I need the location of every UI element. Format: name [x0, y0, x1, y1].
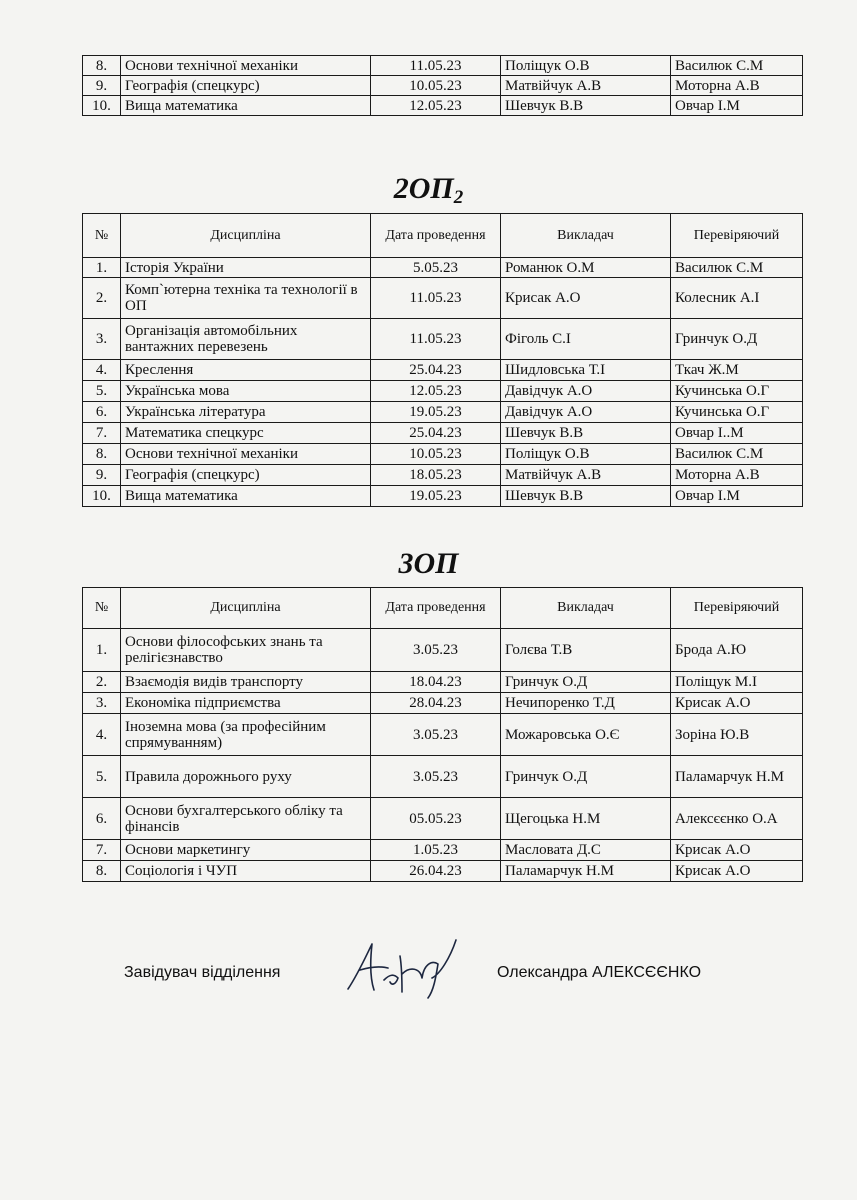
- discipline-cell: Вища математика: [121, 96, 371, 116]
- discipline-cell: Основи технічної механіки: [121, 444, 371, 465]
- discipline-cell: Іноземна мова (за професійним спрямуванням): [121, 714, 371, 756]
- handwritten-signature: [340, 934, 470, 1004]
- table-row: [83, 319, 803, 360]
- table-row: [83, 402, 803, 423]
- checker-cell: Поліщук М.І: [671, 672, 803, 693]
- date-cell: 3.05.23: [371, 756, 501, 798]
- row-number: 7.: [83, 840, 121, 861]
- date-cell: 12.05.23: [371, 96, 501, 116]
- row-number: 7.: [83, 423, 121, 444]
- table-row: [83, 840, 803, 861]
- section-title-subscript: 2: [453, 187, 464, 208]
- signature-block: [0, 958, 857, 998]
- header-num: №: [83, 214, 121, 258]
- checker-cell: Гринчук О.Д: [671, 319, 803, 360]
- discipline-cell: Географія (спецкурс): [121, 465, 371, 486]
- teacher-cell: Давідчук А.О: [501, 402, 671, 423]
- date-cell: 3.05.23: [371, 714, 501, 756]
- header-date: Дата проведення: [371, 214, 501, 258]
- date-cell: 11.05.23: [371, 278, 501, 319]
- date-cell: 11.05.23: [371, 56, 501, 76]
- table-row: [83, 486, 803, 507]
- row-number: 6.: [83, 798, 121, 840]
- date-cell: 28.04.23: [371, 693, 501, 714]
- date-cell: 19.05.23: [371, 402, 501, 423]
- table-row: [83, 714, 803, 756]
- checker-cell: Кучинська О.Г: [671, 402, 803, 423]
- teacher-cell: Гринчук О.Д: [501, 756, 671, 798]
- table-row: [83, 444, 803, 465]
- checker-cell: Овчар І.М: [671, 96, 803, 116]
- teacher-cell: Гринчук О.Д: [501, 672, 671, 693]
- checker-cell: Моторна А.В: [671, 76, 803, 96]
- date-cell: 10.05.23: [371, 76, 501, 96]
- signatory-position: Завідувач відділення: [124, 964, 281, 981]
- teacher-cell: Шевчук В.В: [501, 423, 671, 444]
- teacher-cell: Матвійчук А.В: [501, 465, 671, 486]
- table-header-row: [83, 588, 803, 629]
- teacher-cell: Крисак А.О: [501, 278, 671, 319]
- discipline-cell: Основи філософських знань та релігієзнавство: [121, 629, 371, 672]
- row-number: 3.: [83, 319, 121, 360]
- row-number: 3.: [83, 693, 121, 714]
- row-number: 1.: [83, 258, 121, 278]
- discipline-cell: Креслення: [121, 360, 371, 381]
- row-number: 5.: [83, 381, 121, 402]
- row-number: 2.: [83, 278, 121, 319]
- checker-cell: Кучинська О.Г: [671, 381, 803, 402]
- checker-cell: Крисак А.О: [671, 840, 803, 861]
- date-cell: 26.04.23: [371, 861, 501, 882]
- teacher-cell: Щегоцька Н.М: [501, 798, 671, 840]
- table-row: [83, 56, 803, 76]
- teacher-cell: Романюк О.М: [501, 258, 671, 278]
- teacher-cell: Масловата Д.С: [501, 840, 671, 861]
- checker-cell: Василюк С.М: [671, 56, 803, 76]
- section-title-3op: [0, 547, 857, 581]
- teacher-cell: Нечипоренко Т.Д: [501, 693, 671, 714]
- row-number: 4.: [83, 360, 121, 381]
- date-cell: 18.05.23: [371, 465, 501, 486]
- discipline-cell: Організація автомобільних вантажних перевезень: [121, 319, 371, 360]
- table-row: [83, 798, 803, 840]
- row-number: 6.: [83, 402, 121, 423]
- discipline-cell: Географія (спецкурс): [121, 76, 371, 96]
- date-cell: 25.04.23: [371, 423, 501, 444]
- teacher-cell: Поліщук О.В: [501, 56, 671, 76]
- table-row: [83, 96, 803, 116]
- date-cell: 5.05.23: [371, 258, 501, 278]
- teacher-cell: Шевчук В.В: [501, 486, 671, 507]
- row-number: 8.: [83, 444, 121, 465]
- teacher-cell: Давідчук А.О: [501, 381, 671, 402]
- checker-cell: Ткач Ж.М: [671, 360, 803, 381]
- row-number: 10.: [83, 486, 121, 507]
- checker-cell: Крисак А.О: [671, 693, 803, 714]
- row-number: 8.: [83, 861, 121, 882]
- row-number: 2.: [83, 672, 121, 693]
- row-number: 5.: [83, 756, 121, 798]
- header-date: Дата проведення: [371, 588, 501, 629]
- teacher-cell: Шевчук В.В: [501, 96, 671, 116]
- table-row: [83, 629, 803, 672]
- table-row: [83, 861, 803, 882]
- checker-cell: Василюк С.М: [671, 444, 803, 465]
- teacher-cell: Поліщук О.В: [501, 444, 671, 465]
- table-continuation: [82, 55, 803, 116]
- header-teacher: Викладач: [501, 588, 671, 629]
- date-cell: 1.05.23: [371, 840, 501, 861]
- header-teacher: Викладач: [501, 214, 671, 258]
- checker-cell: Овчар І.М: [671, 486, 803, 507]
- discipline-cell: Історія України: [121, 258, 371, 278]
- checker-cell: Зоріна Ю.В: [671, 714, 803, 756]
- row-number: 9.: [83, 76, 121, 96]
- discipline-cell: Соціологія і ЧУП: [121, 861, 371, 882]
- discipline-cell: Основи бухгалтерського обліку та фінансів: [121, 798, 371, 840]
- date-cell: 18.04.23: [371, 672, 501, 693]
- teacher-cell: Голєва Т.В: [501, 629, 671, 672]
- table-row: [83, 76, 803, 96]
- table-3op: [82, 587, 803, 882]
- checker-cell: Василюк С.М: [671, 258, 803, 278]
- teacher-cell: Матвійчук А.В: [501, 76, 671, 96]
- date-cell: 10.05.23: [371, 444, 501, 465]
- section-title-main: 2ОП: [393, 172, 454, 205]
- discipline-cell: Правила дорожнього руху: [121, 756, 371, 798]
- table-row: [83, 258, 803, 278]
- table-row: [83, 360, 803, 381]
- discipline-cell: Українська мова: [121, 381, 371, 402]
- teacher-cell: Можаровська О.Є: [501, 714, 671, 756]
- row-number: 8.: [83, 56, 121, 76]
- checker-cell: Крисак А.О: [671, 861, 803, 882]
- table-row: [83, 381, 803, 402]
- table-2op2: [82, 213, 803, 507]
- date-cell: 12.05.23: [371, 381, 501, 402]
- checker-cell: Паламарчук Н.М: [671, 756, 803, 798]
- date-cell: 11.05.23: [371, 319, 501, 360]
- discipline-cell: Комп`ютерна техніка та технології в ОП: [121, 278, 371, 319]
- table-row: [83, 465, 803, 486]
- teacher-cell: Шидловська Т.І: [501, 360, 671, 381]
- header-num: №: [83, 588, 121, 629]
- checker-cell: Алексєєнко О.А: [671, 798, 803, 840]
- checker-cell: Брода А.Ю: [671, 629, 803, 672]
- checker-cell: Колесник А.І: [671, 278, 803, 319]
- signatory-name: Олександра АЛЕКСЄЄНКО: [497, 964, 702, 981]
- teacher-cell: Паламарчук Н.М: [501, 861, 671, 882]
- discipline-cell: Вища математика: [121, 486, 371, 507]
- discipline-cell: Математика спецкурс: [121, 423, 371, 444]
- section-title-main: 3ОП: [398, 547, 459, 580]
- table-header-row: [83, 214, 803, 258]
- discipline-cell: Основи маркетингу: [121, 840, 371, 861]
- discipline-cell: Економіка підприємства: [121, 693, 371, 714]
- section-title-2op2: [0, 172, 857, 209]
- date-cell: 05.05.23: [371, 798, 501, 840]
- date-cell: 19.05.23: [371, 486, 501, 507]
- row-number: 1.: [83, 629, 121, 672]
- date-cell: 25.04.23: [371, 360, 501, 381]
- header-checker: Перевіряючий: [671, 588, 803, 629]
- discipline-cell: Основи технічної механіки: [121, 56, 371, 76]
- header-checker: Перевіряючий: [671, 214, 803, 258]
- header-discipline: Дисципліна: [121, 214, 371, 258]
- discipline-cell: Українська література: [121, 402, 371, 423]
- header-discipline: Дисципліна: [121, 588, 371, 629]
- checker-cell: Моторна А.В: [671, 465, 803, 486]
- row-number: 9.: [83, 465, 121, 486]
- row-number: 10.: [83, 96, 121, 116]
- date-cell: 3.05.23: [371, 629, 501, 672]
- checker-cell: Овчар І..М: [671, 423, 803, 444]
- table-row: [83, 423, 803, 444]
- table-row: [83, 756, 803, 798]
- row-number: 4.: [83, 714, 121, 756]
- teacher-cell: Фіголь С.І: [501, 319, 671, 360]
- table-row: [83, 693, 803, 714]
- discipline-cell: Взаємодія видів транспорту: [121, 672, 371, 693]
- table-row: [83, 672, 803, 693]
- table-row: [83, 278, 803, 319]
